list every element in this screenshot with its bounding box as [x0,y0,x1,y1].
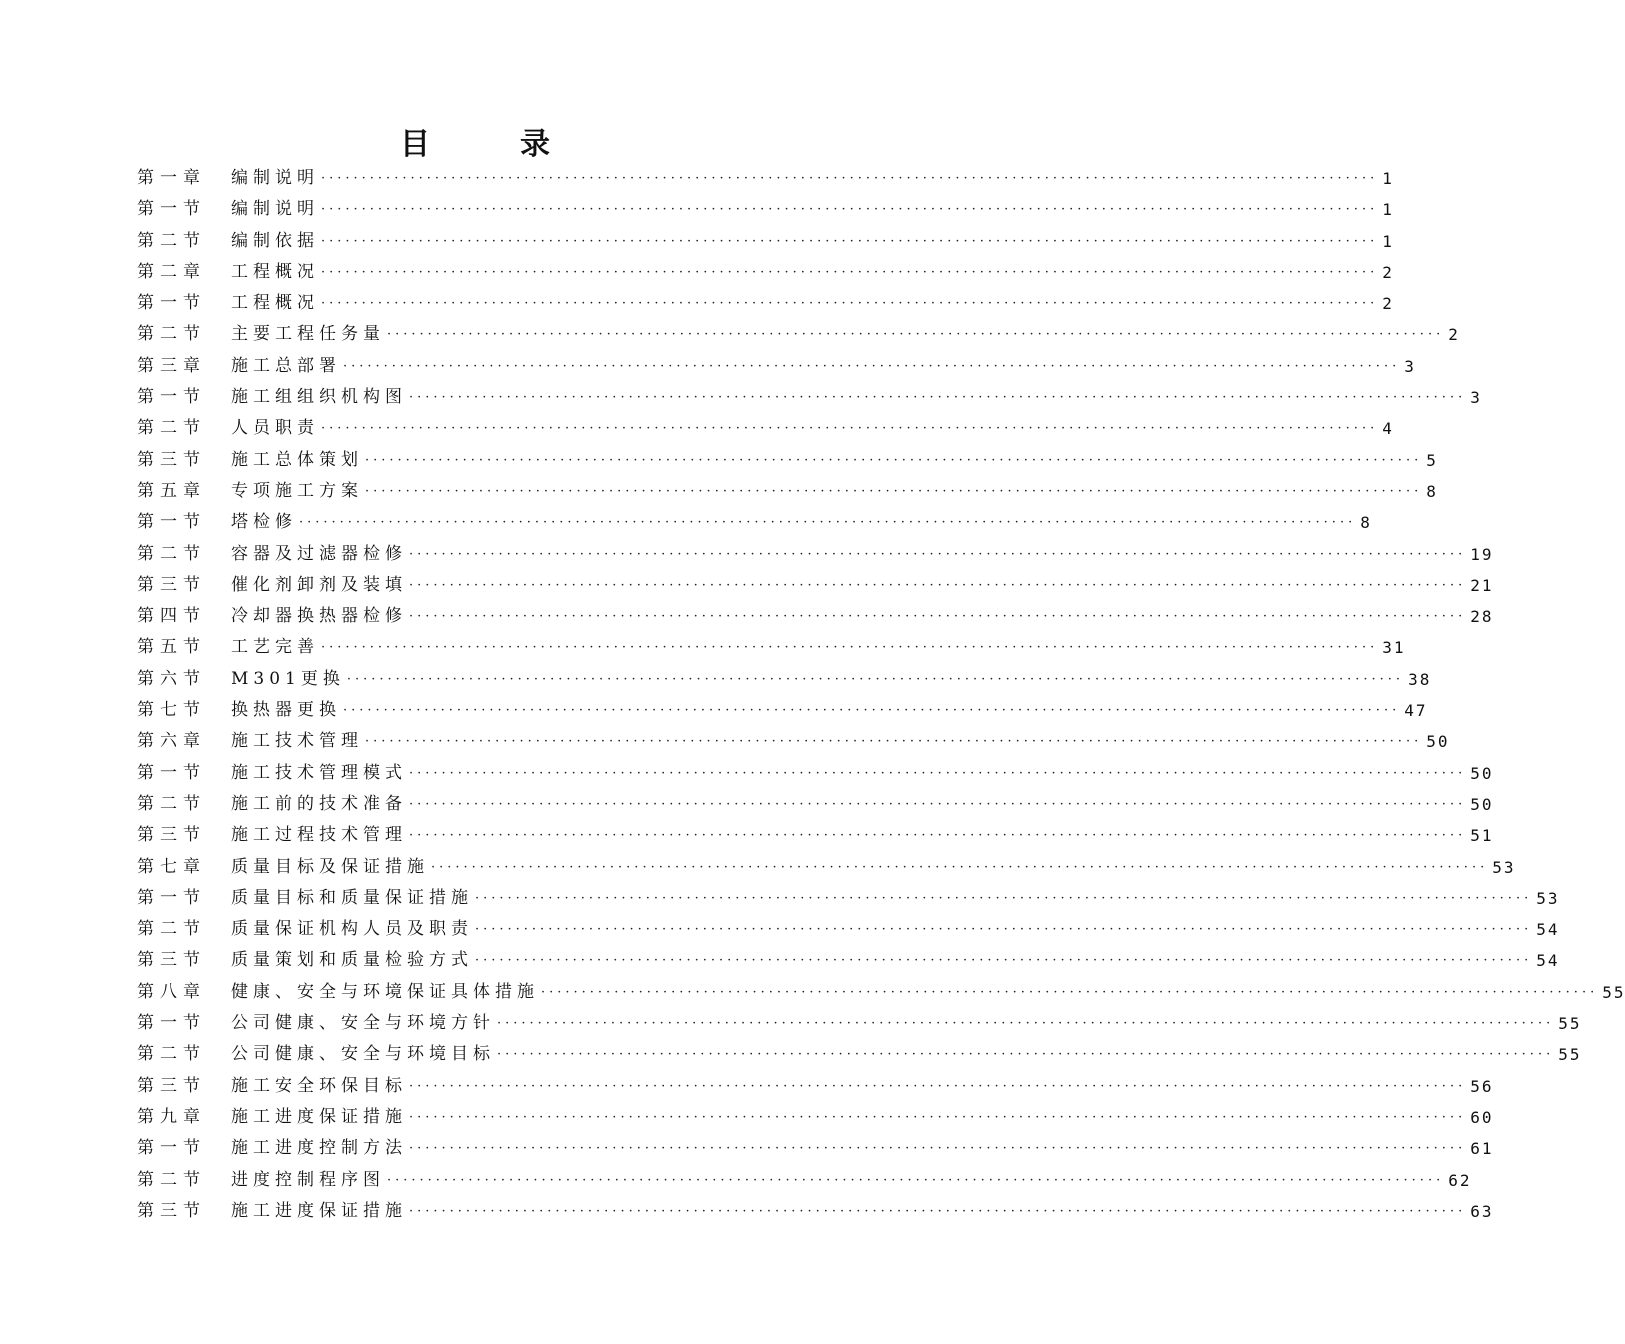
toc-entry-text: 编制说明 [231,168,319,188]
toc-entry-page: 8 [1426,481,1438,501]
toc-entry-label: 第五章 [137,480,206,501]
toc-dot-leader: ·································································································································· [343,703,1401,719]
toc-title-char-2: 录 [520,127,550,162]
toc-entry[interactable] [137,695,1428,726]
toc-dot-leader: ·································································································································· [409,765,1467,781]
toc-entry-page: 28 [1470,607,1494,627]
toc-entry-text: 工程概况 [231,261,319,282]
toc-entry[interactable] [137,226,1394,257]
toc-entry[interactable] [137,288,1394,319]
toc-entry-text: 公司健康、安全与环境目标 [231,1044,495,1065]
toc-entry-page: 3 [1470,388,1482,408]
toc-entry-text: 容器及过滤器检修 [231,543,407,564]
toc-entry-label: 第二章 [137,261,206,282]
toc-entry[interactable] [137,382,1482,413]
toc-entry-label: 第二节 [137,1044,206,1065]
toc-entry[interactable] [137,1008,1582,1039]
toc-entry-label: 第一章 [137,168,206,188]
toc-entry-page: 50 [1470,763,1494,783]
toc-entry-label: 第三节 [137,825,206,846]
toc-entry-text: 人员职责 [231,418,319,439]
toc-dot-leader: ·································································································································· [365,734,1423,750]
toc-dot-leader: ·································································································································· [409,1078,1467,1094]
toc-entry-text: 施工组组织机构图 [231,387,407,408]
toc-entry-page: 55 [1602,982,1625,1002]
toc-entry-text: 进度控制程序图 [231,1169,385,1190]
toc-entry[interactable] [137,539,1494,570]
toc-entry-text: 工艺完善 [231,637,319,658]
toc-entry-page: 53 [1536,888,1560,908]
toc-entry-page: 31 [1382,638,1406,658]
toc-dot-leader: ·································································································································· [409,828,1467,844]
toc-dot-leader: ·································································································································· [365,483,1423,499]
toc-entry-label: 第七节 [137,700,206,721]
toc-entry[interactable] [137,476,1438,507]
toc-dot-leader: ·································································································································· [409,577,1467,593]
toc-entry-page: 61 [1470,1139,1494,1159]
toc-entry[interactable] [137,1196,1494,1227]
toc-entry-label: 第二节 [137,230,206,251]
toc-entry-label: 第一节 [137,1013,206,1034]
toc-entry[interactable] [137,883,1560,914]
toc-dot-leader: ·································································································································· [475,953,1533,969]
toc-dot-leader: ·································································································································· [321,640,1379,656]
toc-entry-page: 63 [1470,1201,1494,1221]
toc-entry[interactable] [137,1071,1494,1102]
toc-entry-text: 施工进度保证措施 [231,1200,407,1221]
toc-dot-leader: ·································································································································· [409,390,1467,406]
toc-entry-page: 1 [1382,231,1394,251]
toc-dot-leader: ·································································································································· [321,421,1379,437]
toc-entry[interactable] [137,664,1432,695]
toc-entry[interactable] [137,1133,1494,1164]
toc-entry-page: 54 [1536,920,1560,940]
toc-entry-text: 塔检修 [231,512,297,533]
toc-entry-page: 5 [1426,450,1438,470]
toc-dot-leader: ·································································································································· [409,1109,1467,1125]
toc-entry-page: 2 [1382,262,1394,282]
toc-list [137,163,1625,1227]
toc-dot-leader: ·································································································································· [321,296,1379,312]
toc-dot-leader: ·································································································································· [321,202,1379,218]
toc-entry-text: 施工技术管理 [231,731,363,752]
toc-entry-page: 19 [1470,544,1494,564]
toc-entry-label: 第一节 [137,887,206,908]
toc-entry[interactable] [137,977,1625,1008]
toc-entry-page: 8 [1360,513,1372,533]
toc-dot-leader: ·································································································································· [409,1141,1467,1157]
toc-entry-label: 第三节 [137,574,206,595]
toc-entry-page: 1 [1382,200,1394,220]
toc-entry-text: 换热器更换 [231,700,341,721]
toc-entry-text: 质量目标及保证措施 [231,856,429,877]
toc-dot-leader: ·································································································································· [409,796,1467,812]
toc-entry-text: 施工进度保证措施 [231,1106,407,1127]
toc-entry-label: 第八章 [137,981,206,1002]
toc-entry-text: 质量保证机构人员及职责 [231,919,473,940]
toc-dot-leader: ·································································································································· [346,671,1405,687]
toc-entry-label: 第一节 [137,512,206,533]
toc-entry[interactable] [137,507,1372,538]
toc-entry-page: 54 [1536,951,1560,971]
toc-entry-label: 第三节 [137,950,206,971]
toc-entry-label: 第一节 [137,1138,206,1159]
toc-dot-leader: ·································································································································· [409,546,1467,562]
toc-entry-label: 第四节 [137,606,206,627]
toc-entry[interactable] [137,758,1494,789]
toc-entry-label: 第三节 [137,1200,206,1221]
toc-dot-leader: ·································································································································· [343,358,1401,374]
toc-dot-leader: ·································································································································· [475,922,1533,938]
toc-entry-label: 第一节 [137,199,206,220]
toc-dot-leader: ·································································································································· [299,515,1357,531]
toc-entry-text: 催化剂卸剂及装填 [231,574,407,595]
toc-entry-text: 健康、安全与环境保证具体措施 [231,981,539,1002]
toc-entry-label: 第一节 [137,762,206,783]
toc-entry-label: 第二节 [137,324,206,345]
toc-entry-text: 施工技术管理模式 [231,762,407,783]
toc-entry-page: 62 [1448,1170,1472,1190]
toc-entry-page: 50 [1470,794,1494,814]
toc-entry-text: 冷却器换热器检修 [231,606,407,627]
toc-entry-page: 51 [1470,826,1494,846]
toc-entry-text: 施工总部署 [231,355,341,376]
toc-entry[interactable] [137,820,1494,851]
toc-entry-page: 56 [1470,1076,1494,1096]
toc-entry-text: 公司健康、安全与环境方针 [231,1013,495,1034]
toc-entry[interactable] [137,445,1438,476]
toc-entry[interactable] [137,351,1416,382]
toc-entry[interactable] [137,319,1460,350]
toc-entry[interactable] [137,570,1494,601]
toc-entry-page: 21 [1470,575,1494,595]
toc-dot-leader: ·································································································································· [365,452,1423,468]
toc-entry-text: 专项施工方案 [231,480,363,501]
toc-entry-text: 编制依据 [231,230,319,251]
toc-entry-page: 55 [1558,1014,1582,1034]
toc-entry-page: 55 [1558,1045,1582,1065]
toc-entry-label: 第二节 [137,1169,206,1190]
toc-entry-text: 质量策划和质量检验方式 [231,950,473,971]
toc-dot-leader: ·································································································································· [321,264,1379,280]
toc-entry[interactable] [137,852,1516,883]
toc-entry-page: 2 [1382,294,1394,314]
toc-entry-page: 60 [1470,1107,1494,1127]
toc-entry[interactable] [137,413,1394,444]
toc-dot-leader: ·································································································································· [409,1203,1467,1219]
toc-entry-text: 施工过程技术管理 [231,825,407,846]
toc-entry-page: 50 [1426,732,1450,752]
toc-entry[interactable] [137,945,1560,976]
toc-entry-label: 第六章 [137,731,206,752]
toc-entry-page: 4 [1382,419,1394,439]
toc-entry-text: 施工进度控制方法 [231,1138,407,1159]
toc-entry[interactable] [137,194,1394,225]
toc-entry-text: M301更换 [231,668,345,689]
toc-entry[interactable] [137,257,1394,288]
toc-entry-page: 3 [1404,356,1416,376]
toc-entry-text: 质量目标和质量保证措施 [231,887,473,908]
toc-entry-label: 第二节 [137,418,206,439]
toc-title-char-1: 目 [400,127,430,162]
toc-entry-page: 53 [1492,857,1516,877]
toc-entry-page: 47 [1404,701,1428,721]
toc-entry[interactable] [137,163,1394,194]
toc-entry-page: 2 [1448,325,1460,345]
toc-entry-label: 第三节 [137,449,206,470]
toc-entry-page: 38 [1408,669,1432,689]
toc-entry[interactable] [137,726,1450,757]
toc-dot-leader: ·································································································································· [431,859,1489,875]
toc-dot-leader: ·································································································································· [497,1047,1555,1063]
toc-entry[interactable] [137,601,1494,632]
toc-entry-label: 第五节 [137,637,206,658]
toc-entry-label: 第九章 [137,1106,206,1127]
toc-entry[interactable] [137,1102,1494,1133]
toc-entry-text: 施工安全环保目标 [231,1075,407,1096]
toc-entry-label: 第一节 [137,293,206,314]
toc-entry[interactable] [137,789,1494,820]
toc-entry-text: 主要工程任务量 [231,324,385,345]
toc-entry-text: 施工总体策划 [231,449,363,470]
toc-dot-leader: ·································································································································· [497,1016,1555,1032]
toc-dot-leader: ·································································································································· [321,171,1379,186]
toc-entry[interactable] [137,914,1560,945]
toc-entry-text: 施工前的技术准备 [231,793,407,814]
toc-entry-label: 第一节 [137,387,206,408]
toc-dot-leader: ·································································································································· [475,890,1533,906]
toc-entry-label: 第二节 [137,543,206,564]
toc-entry-label: 第二节 [137,919,206,940]
toc-entry-label: 第七章 [137,856,206,877]
toc-dot-leader: ·································································································································· [387,1172,1445,1188]
toc-dot-leader: ·································································································································· [409,609,1467,625]
toc-entry-label: 第六节 [137,668,206,689]
toc-entry-text: 工程概况 [231,293,319,314]
toc-entry-label: 第二节 [137,793,206,814]
toc-entry[interactable] [137,1039,1582,1070]
toc-entry-text: 编制说明 [231,199,319,220]
toc-entry[interactable] [137,632,1406,663]
toc-dot-leader: ·································································································································· [541,984,1599,1000]
toc-entry[interactable] [137,1165,1472,1196]
toc-dot-leader: ·································································································································· [387,327,1445,343]
toc-entry-label: 第三节 [137,1075,206,1096]
toc-title [0,118,950,164]
toc-entry-label: 第三章 [137,355,206,376]
toc-dot-leader: ·································································································································· [321,233,1379,249]
toc-entry-page: 1 [1382,169,1394,188]
